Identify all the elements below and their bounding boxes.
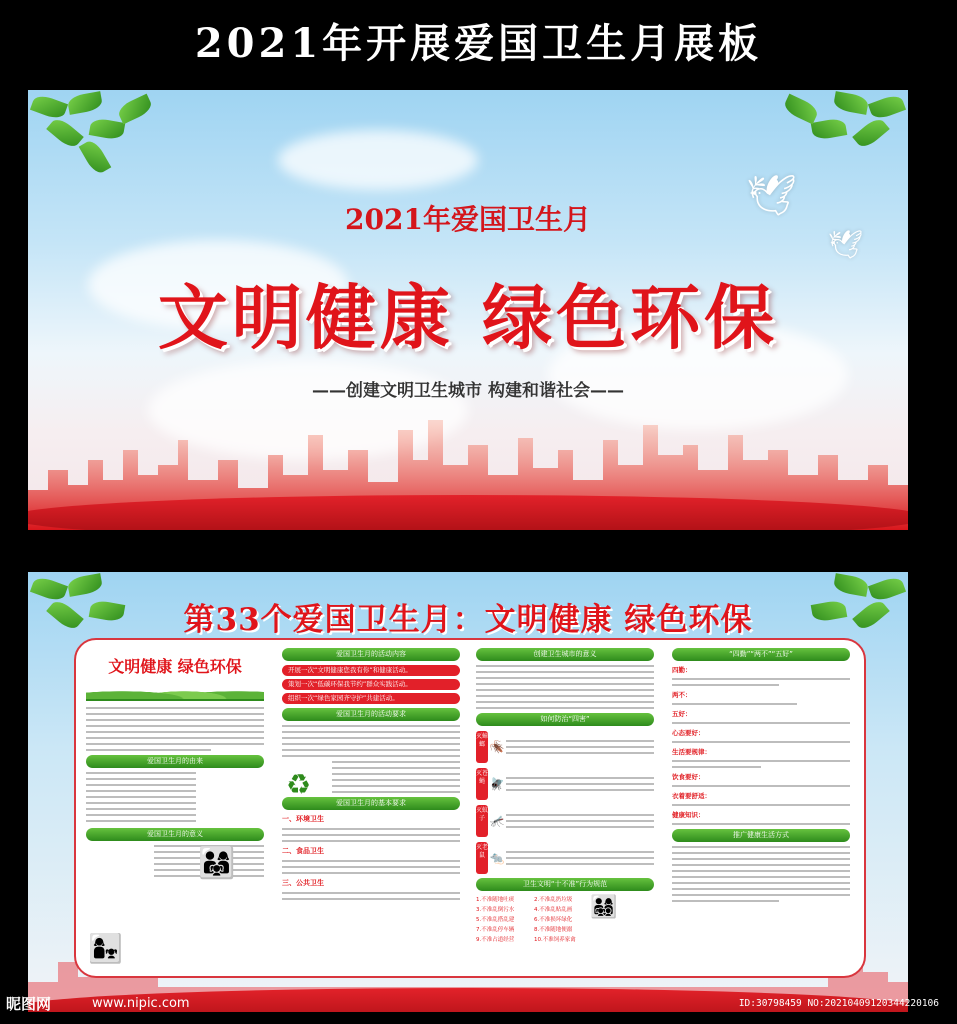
red-ribbon-decoration (28, 495, 908, 530)
rule-item: 2.不准乱扔垃圾 (534, 897, 573, 903)
subsection-title: 三、公共卫生 (282, 879, 324, 887)
banner-board-top (28, 90, 908, 530)
page-title: 2021年开展爱国卫生月展板 (194, 20, 763, 67)
pest-item (476, 841, 654, 875)
column-origin (86, 648, 264, 965)
paragraph-block (282, 828, 460, 842)
paragraph-block (282, 860, 460, 874)
rule-item: 3.不准乱倒污水 (476, 907, 515, 913)
rules-list (476, 895, 586, 943)
subsection-title: 一、环境卫生 (282, 815, 324, 823)
item-label: 两不： (672, 691, 692, 699)
section-header: 爱国卫生月的由来 (86, 755, 264, 768)
watermark-id: ID:30798459 NO:20210409120344220106 (738, 998, 939, 1009)
column-activities (282, 648, 460, 904)
item-label: 饮食要好： (672, 773, 705, 781)
pest-item (476, 804, 654, 838)
dove-icon: 🕊 (746, 173, 797, 219)
watermark-site: www.nipic.com (92, 996, 190, 1011)
people-illustration: 👩‍👧 (88, 932, 123, 965)
rule-item: 4.不准乱贴乱画 (534, 907, 573, 913)
item-label: 衣着要舒适： (672, 792, 711, 800)
watermark-logo: 昵图网 (6, 995, 52, 1013)
item-label: 生活要规律： (672, 748, 711, 756)
item-label: 四勤： (672, 666, 692, 674)
item-label: 五好： (672, 710, 692, 718)
paragraph-block (86, 707, 264, 751)
section-header: 推广健康生活方式 (672, 829, 850, 842)
mosquito-icon: 🦟 (489, 814, 505, 828)
rule-item: 5.不准乱搭乱建 (476, 917, 515, 923)
activity-item: 开展一次“文明健康您我有你”和健康活动。 (282, 665, 460, 676)
item-label: 健康知识： (672, 811, 705, 819)
cockroach-icon: 🪳 (489, 740, 505, 754)
pest-item (476, 730, 654, 764)
section-header: 卫生文明“十不准”行为规范 (476, 878, 654, 891)
column-city (476, 648, 654, 943)
rule-item: 8.不准随地便溺 (534, 927, 573, 933)
subsection-title: 二、食品卫生 (282, 847, 324, 855)
banner-subtitle: 2021年爱国卫生月 (345, 203, 591, 236)
pest-tag: 灭苍蝇 (476, 768, 488, 800)
section-header: 爱国卫生月的意义 (86, 828, 264, 841)
fly-icon: 🪰 (489, 777, 505, 791)
leaves-left-decoration (28, 90, 198, 200)
section-header: 创建卫生城市的意义 (476, 648, 654, 661)
pest-tag: 灭蟑螂 (476, 731, 488, 763)
paragraph-block (282, 892, 460, 900)
paragraph-block (476, 665, 654, 709)
section-header: “四勤”“两不”“五好” (672, 648, 850, 661)
activity-item: 策划一次“低碳环保我节约”群众实践活动。 (282, 679, 460, 690)
rule-item: 9.不准占道经营 (476, 937, 515, 943)
board-title: 第33个爱国卫生月：文明健康 绿色环保 (183, 602, 753, 638)
rule-item: 10.不准饲养家禽 (534, 937, 576, 943)
rule-item: 1.不准随地吐痰 (476, 897, 515, 903)
item-label: 心态要好： (672, 729, 705, 737)
section-header: 如何防治“四害” (476, 713, 654, 726)
pest-tag: 灭老鼠 (476, 842, 488, 874)
paragraph-block (86, 772, 196, 822)
section-header: 爱国卫生月的活动要求 (282, 708, 460, 721)
column-health (672, 648, 850, 906)
paragraph-block (282, 725, 460, 757)
pest-item (476, 767, 654, 801)
banner-headline: 文明健康 绿色环保 (157, 276, 779, 359)
section-header: 爱国卫生月的活动内容 (282, 648, 460, 661)
recycle-bag-icon: ♻ (286, 768, 312, 801)
dove-icon: 🕊 (828, 228, 864, 261)
rat-icon: 🐀 (489, 851, 505, 865)
paragraph-block (672, 846, 850, 902)
content-panel (74, 638, 866, 978)
paragraph-block (332, 761, 460, 793)
rule-item: 7.不准乱停车辆 (476, 927, 515, 933)
section-header: 爱国卫生月的基本要求 (282, 797, 460, 810)
people-group-illustration: 👨‍👩‍👧‍👦 (590, 895, 618, 920)
family-illustration: 👨‍👩‍👧 (198, 846, 236, 881)
pest-tag: 灭蚊子 (476, 805, 488, 837)
banner-board-bottom (28, 572, 908, 1012)
banner-slogan: ——创建文明卫生城市 构建和谐社会—— (312, 381, 624, 401)
rule-item: 6.不准损坏绿化 (534, 917, 573, 923)
green-hills-illustration (86, 681, 264, 701)
activity-item: 组织一次“绿色家园齐守护”共建活动。 (282, 693, 460, 704)
column-title: 文明健康 绿色环保 (108, 657, 242, 676)
